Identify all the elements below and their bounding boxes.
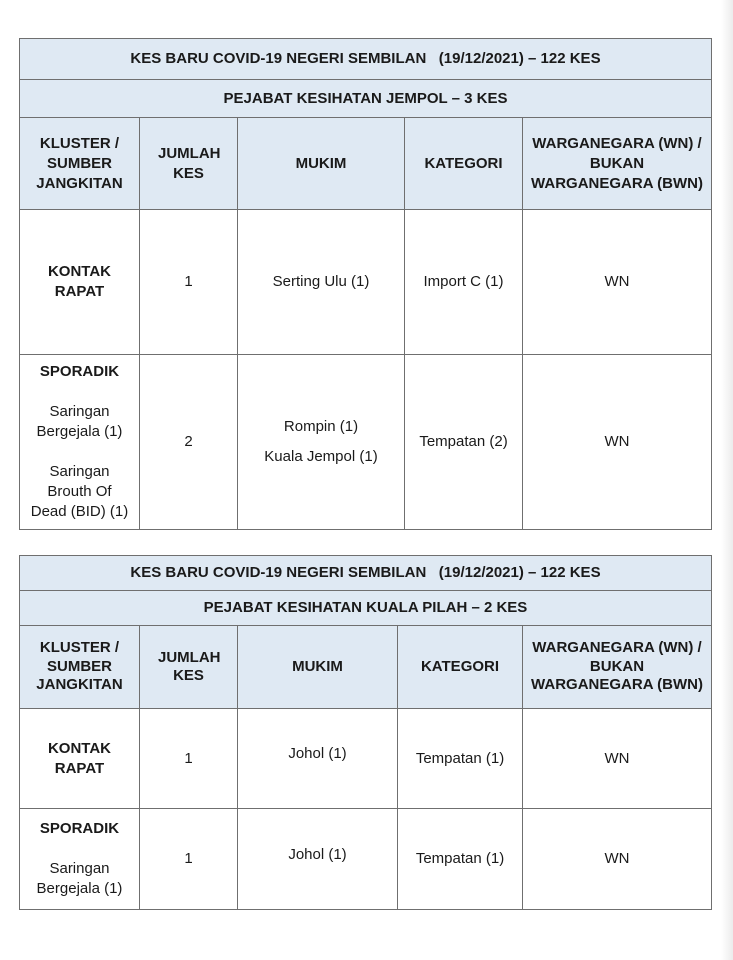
kategori-cell: Tempatan (2) (405, 355, 523, 530)
office-title: PEJABAT KESIHATAN KUALA PILAH – 2 KES (20, 591, 712, 626)
mukim-cell (238, 355, 405, 530)
mukim-item: Johol (1) (288, 846, 347, 863)
kluster-name: KONTAK RAPAT (47, 739, 112, 777)
kluster-name: KONTAK RAPAT (47, 263, 112, 300)
table-row (20, 809, 712, 910)
kategori-cell: Import C (1) (405, 210, 523, 355)
col-header-warganegara: WARGANEGARA (WN) / BUKAN WARGANEGARA (BWN) (523, 626, 712, 709)
col-header-mukim: MUKIM (238, 626, 398, 709)
jumlah-cell: 1 (140, 809, 238, 910)
kuala-pilah-cases-table (19, 555, 712, 910)
table-row (20, 355, 712, 530)
page-edge-shadow (721, 0, 733, 960)
jumlah-cell: 1 (140, 709, 238, 809)
col-header-jumlah: JUMLAH KES (140, 118, 238, 210)
mukim-item: Rompin (1) (283, 418, 359, 435)
col-header-jumlah: JUMLAH KES (140, 626, 238, 709)
table-row (20, 210, 712, 355)
jumlah-cell: 2 (140, 355, 238, 530)
col-header-kluster: KLUSTER / SUMBER JANGKITAN (20, 118, 140, 210)
jumlah-cell: 1 (140, 210, 238, 355)
mukim-item: Serting Ulu (1) (272, 273, 370, 290)
col-header-warganegara: WARGANEGARA (WN) / BUKAN WARGANEGARA (BWN) (523, 118, 712, 210)
kluster-cell (20, 355, 140, 530)
mukim-item: Johol (1) (288, 745, 347, 762)
kluster-cell (20, 809, 140, 910)
wn-cell: WN (523, 809, 712, 910)
table-title: KES BARU COVID-19 NEGERI SEMBILAN (19/12/2021) – 122 KES (20, 39, 712, 80)
col-header-kluster: KLUSTER / SUMBER JANGKITAN (20, 626, 140, 709)
col-header-kategori: KATEGORI (398, 626, 523, 709)
kategori-cell: Tempatan (1) (398, 709, 523, 809)
kluster-sub-item: Saringan Brouth Of Dead (BID) (1) (30, 463, 129, 520)
kluster-cell (20, 709, 140, 809)
table-title: KES BARU COVID-19 NEGERI SEMBILAN (19/12/2021) – 122 KES (20, 556, 712, 591)
wn-cell: WN (523, 210, 712, 355)
mukim-cell (238, 709, 398, 809)
mukim-cell (238, 210, 405, 355)
kluster-sub-item: Saringan Bergejala (1) (36, 403, 123, 440)
col-header-mukim: MUKIM (238, 118, 405, 210)
col-header-kategori: KATEGORI (405, 118, 523, 210)
office-title: PEJABAT KESIHATAN JEMPOL – 3 KES (20, 80, 712, 118)
jempol-cases-table (19, 38, 712, 530)
wn-cell: WN (523, 709, 712, 809)
kluster-sub-item: Saringan Bergejala (1) (36, 860, 123, 897)
kategori-cell: Tempatan (1) (398, 809, 523, 910)
mukim-item: Kuala Jempol (1) (264, 448, 378, 465)
wn-cell: WN (523, 355, 712, 530)
mukim-cell (238, 809, 398, 910)
kluster-name: SPORADIK (39, 820, 120, 837)
table-row (20, 709, 712, 809)
kluster-cell (20, 210, 140, 355)
kluster-name: SPORADIK (39, 363, 120, 380)
